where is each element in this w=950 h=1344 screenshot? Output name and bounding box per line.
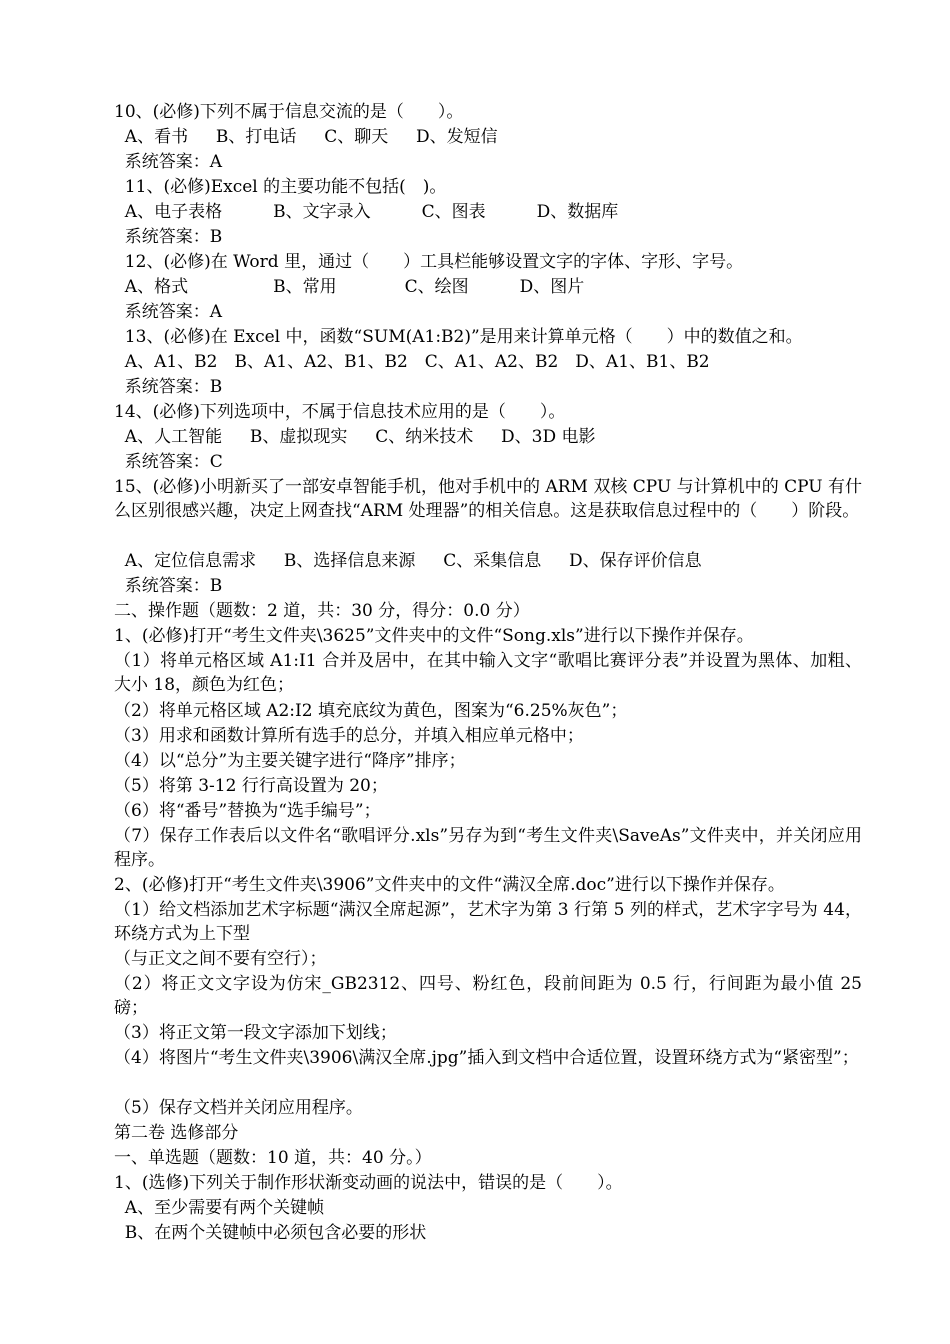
q15-options: A、定位信息需求 B、选择信息来源 C、采集信息 D、保存评价信息 [114,551,702,571]
q13-answer: 系统答案：B [114,377,223,397]
section-operations-heading: 二、操作题（题数：2 道，共：30 分，得分：0.0 分） [114,601,530,621]
q13-stem: 13、(必修)在 Excel 中，函数“SUM(A1:B2)”是用来计算单元格（ ）中的数值之和。 [114,327,803,347]
op2-step-4: （4）将图片“考生文件夹\3906\满汉全席.jpg”插入到文档中合适位置，设置环绕方式为“紧密型”； [114,1048,859,1068]
op1-step-7: （7）保存工作表后以文件名“歌唱评分.xls”另存为到“考生文件夹\SaveAs”文件夹中，并关闭应用程序。 [114,826,862,870]
q12-stem: 12、(必修)在 Word 里，通过（ ）工具栏能够设置文字的字体、字形、字号。 [114,252,744,272]
op2-step-1-note: （与正文之间不要有空行）； [114,949,327,969]
q11-stem: 11、(必修)Excel 的主要功能不包括( )。 [114,177,447,197]
q14-answer: 系统答案：C [114,452,223,472]
q10-answer: 系统答案：A [114,152,223,172]
op1-step-5: （5）将第 3-12 行行高设置为 20； [114,776,388,796]
volume-two-heading: 第二卷 选修部分 [114,1123,239,1143]
op2-stem: 2、(必修)打开“考生文件夹\3906”文件夹中的文件“满汉全席.doc”进行以下操作并保存。 [114,875,785,895]
q10-options: A、看书 B、打电话 C、聊天 D、发短信 [114,127,498,147]
op2-step-5: （5）保存文档并关闭应用程序。 [114,1098,363,1118]
op1-step-2: （2）将单元格区域 A2:I2 填充底纹为黄色，图案为“6.25%灰色”； [114,701,628,721]
op1-step-3: （3）用求和函数计算所有选手的总分，并填入相应单元格中； [114,726,584,746]
op2-step-1: （1）给文档添加艺术字标题“满汉全席起源”，艺术字为第 3 行第 5 列的样式，艺术字字号为 44，环绕方式为上下型 [114,900,862,944]
q12-answer: 系统答案：A [114,302,223,322]
op2-step-2: （2）将正文文字设为仿宋_GB2312、四号、粉红色，段前间距为 0.5 行，行间距为最小值 25 磅； [114,974,862,1018]
op1-step-6: （6）将“番号”替换为“选手编号”； [114,801,381,821]
section-single-choice-heading: 一、单选题（题数：10 道，共：40 分。） [114,1148,432,1168]
q14-options: A、人工智能 B、虚拟现实 C、纳米技术 D、3D 电影 [114,427,596,447]
elective-q1-option-b: B、在两个关键帧中必须包含必要的形状 [114,1223,427,1243]
op1-step-1: （1）将单元格区域 A1:I1 合并及居中，在其中输入文字“歌唱比赛评分表”并设置为黑体、加粗、大小 18，颜色为红色； [114,651,862,695]
elective-q1-option-a: A、至少需要有两个关键帧 [114,1198,325,1218]
q13-options: A、A1、B2 B、A1、A2、B1、B2 C、A1、A2、B2 D、A1、B1、B2 [114,352,710,372]
q11-answer: 系统答案：B [114,227,223,247]
q10-stem: 10、(必修)下列不属于信息交流的是（ ）。 [114,102,464,122]
op2-step-3: （3）将正文第一段文字添加下划线； [114,1023,397,1043]
q12-options: A、格式 B、常用 C、绘图 D、图片 [114,277,585,297]
q14-stem: 14、(必修)下列选项中，不属于信息技术应用的是（ ）。 [114,402,566,422]
op1-step-4: （4）以“总分”为主要关键字进行“降序”排序； [114,751,466,771]
q15-answer: 系统答案：B [114,576,223,596]
q11-options: A、电子表格 B、文字录入 C、图表 D、数据库 [114,202,619,222]
q15-stem: 15、(必修)小明新买了一部安卓智能手机，他对手机中的 ARM 双核 CPU 与计算机中的 CPU 有什么区别很感兴趣，决定上网查找“ARM 处理器”的相关信息。这是获取信息过程中的（ ）阶段。 [114,477,862,521]
op1-stem: 1、(必修)打开“考生文件夹\3625”文件夹中的文件“Song.xls”进行以下操作并保存。 [114,626,754,646]
elective-q1-stem: 1、(选修)下列关于制作形状渐变动画的说法中，错误的是（ ）。 [114,1173,623,1193]
